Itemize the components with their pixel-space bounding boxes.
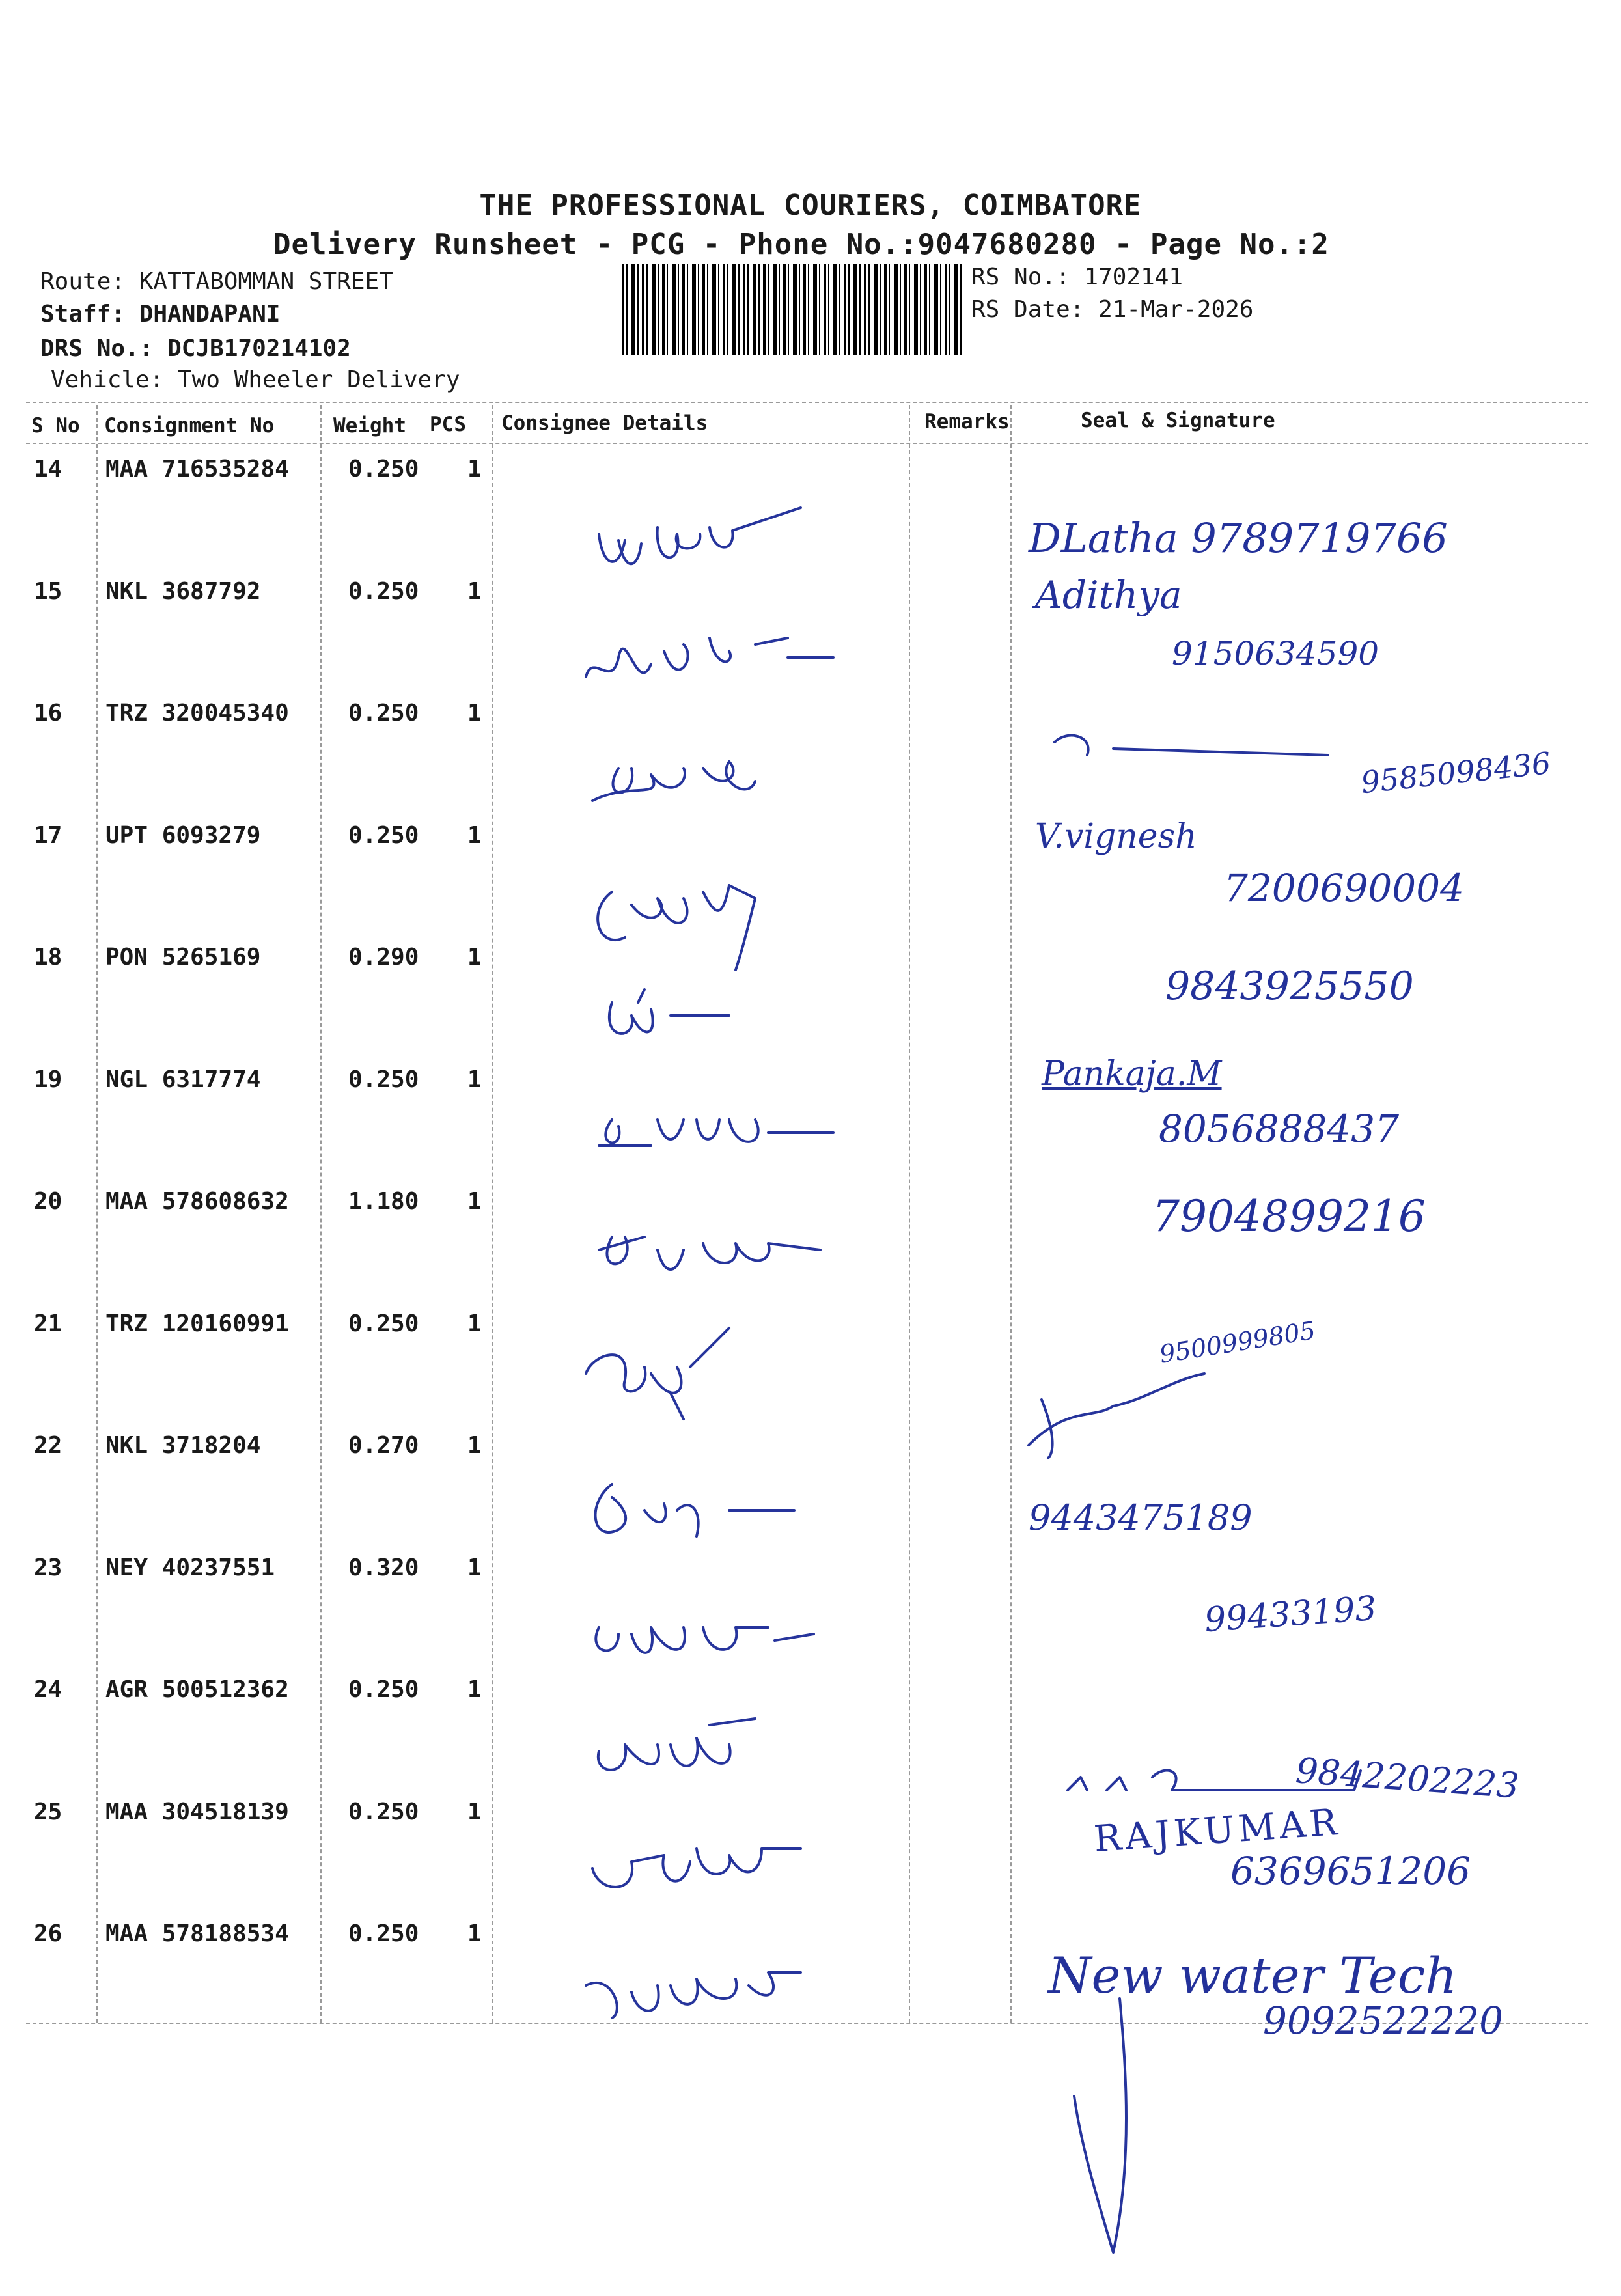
row-pcs: 1 <box>467 1920 482 1947</box>
row-consignment-no: UPT 6093279 <box>105 822 261 849</box>
rs-date: RS Date: 21-Mar-2026 <box>971 296 1254 323</box>
rs-number: RS No.: 1702141 <box>971 264 1184 290</box>
column-header-seal: Seal & Signature <box>1081 409 1275 432</box>
row-sno: 17 <box>34 822 62 849</box>
signature-ink <box>592 1849 801 1887</box>
row-sno: 21 <box>34 1310 62 1337</box>
signature-ink <box>586 638 833 677</box>
row-consignment-no: NEY 40237551 <box>105 1555 275 1581</box>
signature-ink <box>586 1972 801 2018</box>
row-weight: 0.250 <box>348 578 419 605</box>
consignee-signatures-ink <box>573 495 911 2057</box>
scribble-ink <box>1029 1374 1204 1458</box>
row-pcs: 1 <box>467 1432 482 1459</box>
vehicle-label: Vehicle: Two Wheeler Delivery <box>51 367 460 393</box>
seal-note: V.vignesh <box>1035 817 1197 856</box>
row-consignment-no: NKL 3687792 <box>105 578 261 605</box>
signature-ink <box>586 1328 729 1419</box>
signature-ink <box>598 885 755 970</box>
row-weight: 0.320 <box>348 1555 419 1581</box>
column-header-consignment: Consignment No <box>104 414 275 437</box>
row-weight: 0.250 <box>348 1799 419 1825</box>
row-consignment-no: NGL 6317774 <box>105 1066 261 1093</box>
row-weight: 0.270 <box>348 1432 419 1459</box>
row-sno: 23 <box>34 1555 62 1581</box>
row-sno: 19 <box>34 1066 62 1093</box>
row-sno: 25 <box>34 1799 62 1825</box>
row-pcs: 1 <box>467 578 482 605</box>
seal-note: New water Tech <box>1048 1946 1458 2004</box>
route-label: Route: KATTABOMMAN STREET <box>40 268 393 295</box>
seal-note: 9092522220 <box>1263 1999 1504 2043</box>
row-consignment-no: TRZ 320045340 <box>105 700 289 726</box>
row-weight: 0.250 <box>348 456 419 482</box>
row-pcs: 1 <box>467 700 482 726</box>
column-divider <box>320 405 322 2023</box>
row-weight: 0.250 <box>348 700 419 726</box>
row-pcs: 1 <box>467 1066 482 1093</box>
signature-ink <box>596 1484 794 1536</box>
column-divider <box>96 405 98 2023</box>
row-consignment-no: MAA 304518139 <box>105 1799 289 1825</box>
column-header-remarks: Remarks <box>924 410 1010 434</box>
drs-label: DRS No.: DCJB170214102 <box>40 335 351 362</box>
runsheet-subtitle: Delivery Runsheet - PCG - Phone No.:9047680280 - Page No.:2 <box>273 228 1329 261</box>
scribble-ink <box>1074 1999 1126 2252</box>
seal-note: 9585098436 <box>1359 745 1553 801</box>
row-sno: 24 <box>34 1676 62 1703</box>
row-consignment-no: MAA 716535284 <box>105 456 289 482</box>
row-sno: 22 <box>34 1432 62 1459</box>
signature-ink <box>599 508 801 564</box>
seal-note: RAJKUMAR <box>1092 1801 1342 1861</box>
row-consignment-no: PON 5265169 <box>105 944 261 971</box>
row-weight: 0.250 <box>348 1676 419 1703</box>
row-weight: 0.250 <box>348 822 419 849</box>
seal-note: 7904899216 <box>1152 1191 1426 1241</box>
row-consignment-no: MAA 578608632 <box>105 1188 289 1215</box>
scribble-ink <box>1055 736 1328 755</box>
scribble-ink <box>1068 1771 1361 1790</box>
signature-ink <box>599 1120 833 1146</box>
seal-note: DLatha 9789719766 <box>1029 514 1448 562</box>
row-pcs: 1 <box>467 456 482 482</box>
row-sno: 18 <box>34 944 62 971</box>
row-weight: 1.180 <box>348 1188 419 1215</box>
seal-note: Adithya <box>1035 573 1182 617</box>
row-pcs: 1 <box>467 1555 482 1581</box>
row-consignment-no: NKL 3718204 <box>105 1432 261 1459</box>
signature-ink <box>609 989 729 1034</box>
column-header-weight: Weight <box>333 414 406 437</box>
column-divider <box>1010 405 1012 2023</box>
seal-note: Pankaja.M <box>1042 1055 1222 1094</box>
signature-ink <box>596 1627 814 1653</box>
barcode <box>622 264 963 355</box>
seal-note: 8056888437 <box>1159 1107 1400 1151</box>
header-bottom-border <box>26 443 1588 444</box>
row-sno: 14 <box>34 456 62 482</box>
seal-note: 99433193 <box>1203 1588 1378 1640</box>
seal-note: 9842202223 <box>1294 1750 1521 1806</box>
row-consignment-no: AGR 500512362 <box>105 1676 289 1703</box>
column-header-sno: S No <box>31 414 80 437</box>
signature-ink <box>598 1719 755 1770</box>
signature-ink <box>592 762 755 801</box>
row-pcs: 1 <box>467 1799 482 1825</box>
row-pcs: 1 <box>467 1676 482 1703</box>
column-header-consignee: Consignee Details <box>501 411 708 435</box>
signature-ink <box>599 1237 820 1269</box>
row-weight: 0.290 <box>348 944 419 971</box>
seal-note: 9843925550 <box>1165 963 1414 1009</box>
row-sno: 15 <box>34 578 62 605</box>
row-weight: 0.250 <box>348 1920 419 1947</box>
row-weight: 0.250 <box>348 1066 419 1093</box>
row-sno: 16 <box>34 700 62 726</box>
row-consignment-no: TRZ 120160991 <box>105 1310 289 1337</box>
seal-note: 9443475189 <box>1029 1497 1253 1538</box>
seal-note: 7200690004 <box>1224 866 1465 910</box>
seal-note: 6369651206 <box>1230 1849 1471 1893</box>
company-title: THE PROFESSIONAL COURIERS, COIMBATORE <box>479 189 1142 222</box>
row-weight: 0.250 <box>348 1310 419 1337</box>
seal-scribbles-ink <box>1016 495 1588 2265</box>
column-divider <box>492 405 493 2023</box>
seal-note: 9500999805 <box>1157 1316 1318 1369</box>
row-pcs: 1 <box>467 1310 482 1337</box>
column-header-pcs: PCS <box>430 413 466 436</box>
row-pcs: 1 <box>467 1188 482 1215</box>
staff-label: Staff: DHANDAPANI <box>40 301 281 327</box>
row-pcs: 1 <box>467 944 482 971</box>
row-sno: 20 <box>34 1188 62 1215</box>
table-top-border <box>26 402 1588 403</box>
row-consignment-no: MAA 578188534 <box>105 1920 289 1947</box>
seal-note: 9150634590 <box>1172 635 1379 672</box>
row-pcs: 1 <box>467 822 482 849</box>
row-sno: 26 <box>34 1920 62 1947</box>
